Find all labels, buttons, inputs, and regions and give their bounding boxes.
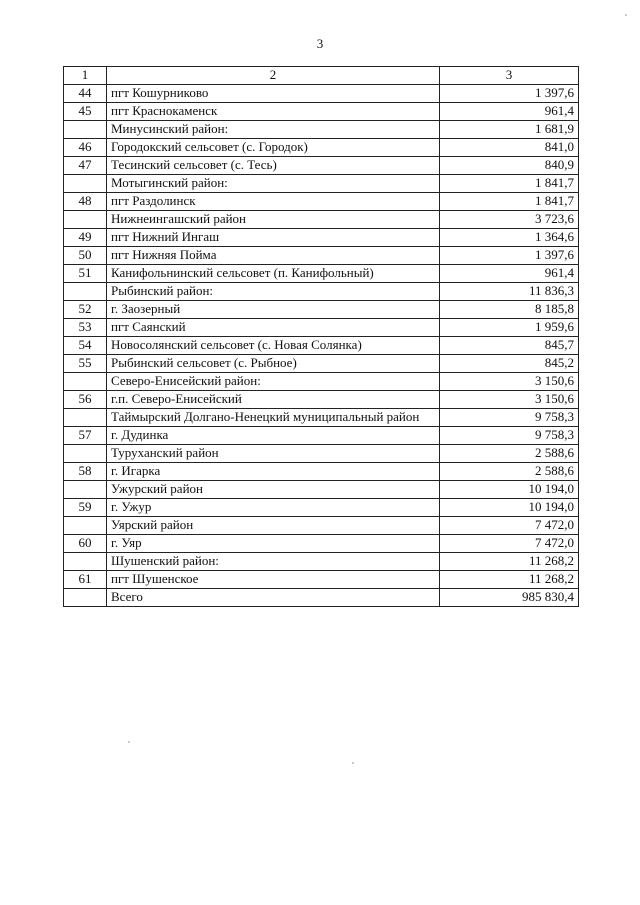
row-value-cell: 10 194,0 (440, 481, 579, 499)
row-name-cell: Уярский район (107, 517, 440, 535)
row-value-cell: 2 588,6 (440, 463, 579, 481)
row-number-cell (64, 517, 107, 535)
row-value-cell: 845,7 (440, 337, 579, 355)
table-row (64, 535, 579, 553)
allocation-table (63, 66, 579, 607)
table-row (64, 157, 579, 175)
table-row (64, 121, 579, 139)
table-row (64, 265, 579, 283)
row-value-cell: 1 841,7 (440, 193, 579, 211)
row-name-cell: пгт Нижняя Пойма (107, 247, 440, 265)
table-row (64, 373, 579, 391)
row-value-cell: 3 723,6 (440, 211, 579, 229)
row-name-cell: г. Ужур (107, 499, 440, 517)
scan-speck (625, 14, 627, 16)
page-number: 3 (316, 36, 324, 51)
row-value-cell: 9 758,3 (440, 427, 579, 445)
table-row (64, 337, 579, 355)
row-number-cell: 45 (64, 103, 107, 121)
row-name-cell: Туруханский район (107, 445, 440, 463)
row-value-cell: 1 397,6 (440, 247, 579, 265)
table-row (64, 499, 579, 517)
row-name-cell: Канифольнинский сельсовет (п. Канифольный) (107, 265, 440, 283)
scan-speck (128, 741, 130, 743)
header-col-3: 3 (440, 67, 579, 85)
row-number-cell: 60 (64, 535, 107, 553)
table-row (64, 517, 579, 535)
row-name-cell: г.п. Северо-Енисейский (107, 391, 440, 409)
row-name-cell: пгт Кошурниково (107, 85, 440, 103)
row-value-cell: 841,0 (440, 139, 579, 157)
row-value-cell: 10 194,0 (440, 499, 579, 517)
row-value-cell: 9 758,3 (440, 409, 579, 427)
row-name-cell: г. Дудинка (107, 427, 440, 445)
row-value-cell: 961,4 (440, 265, 579, 283)
row-name-cell: Шушенский район: (107, 553, 440, 571)
table-row (64, 229, 579, 247)
table-header-row (64, 67, 579, 85)
table-row (64, 301, 579, 319)
table-body (64, 67, 579, 607)
row-number-cell: 55 (64, 355, 107, 373)
row-value-cell: 845,2 (440, 355, 579, 373)
row-name-cell: Нижнеингашский район (107, 211, 440, 229)
row-number-cell: 56 (64, 391, 107, 409)
row-number-cell: 48 (64, 193, 107, 211)
scan-speck (352, 762, 354, 764)
table-row (64, 139, 579, 157)
header-col-2: 2 (107, 67, 440, 85)
table-row (64, 589, 579, 607)
row-name-cell: Таймырский Долгано-Ненецкий муниципальный район (107, 409, 440, 427)
table-row (64, 193, 579, 211)
row-value-cell: 3 150,6 (440, 391, 579, 409)
row-value-cell: 7 472,0 (440, 535, 579, 553)
table-row (64, 283, 579, 301)
row-value-cell: 11 836,3 (440, 283, 579, 301)
row-number-cell: 46 (64, 139, 107, 157)
row-name-cell: г. Игарка (107, 463, 440, 481)
row-value-cell: 2 588,6 (440, 445, 579, 463)
row-number-cell: 47 (64, 157, 107, 175)
row-value-cell: 11 268,2 (440, 571, 579, 589)
row-number-cell: 59 (64, 499, 107, 517)
row-number-cell (64, 121, 107, 139)
row-number-cell: 54 (64, 337, 107, 355)
row-value-cell: 961,4 (440, 103, 579, 121)
row-number-cell (64, 553, 107, 571)
row-number-cell (64, 175, 107, 193)
row-value-cell: 1 364,6 (440, 229, 579, 247)
row-value-cell: 1 959,6 (440, 319, 579, 337)
table-row (64, 85, 579, 103)
table-row (64, 427, 579, 445)
row-name-cell: пгт Нижний Ингаш (107, 229, 440, 247)
table-row (64, 463, 579, 481)
row-number-cell (64, 211, 107, 229)
row-name-cell: г. Уяр (107, 535, 440, 553)
table-row (64, 445, 579, 463)
row-name-cell: пгт Раздолинск (107, 193, 440, 211)
row-name-cell: Новосолянский сельсовет (с. Новая Солянка) (107, 337, 440, 355)
table-row (64, 319, 579, 337)
row-name-cell: Мотыгинский район: (107, 175, 440, 193)
row-value-cell: 1 841,7 (440, 175, 579, 193)
row-number-cell: 58 (64, 463, 107, 481)
row-value-cell: 985 830,4 (440, 589, 579, 607)
row-name-cell: пгт Шушенское (107, 571, 440, 589)
row-value-cell: 840,9 (440, 157, 579, 175)
row-number-cell (64, 409, 107, 427)
row-name-cell: Всего (107, 589, 440, 607)
row-name-cell: Городокский сельсовет (с. Городок) (107, 139, 440, 157)
row-name-cell: Рыбинский сельсовет (с. Рыбное) (107, 355, 440, 373)
table-row (64, 211, 579, 229)
row-value-cell: 11 268,2 (440, 553, 579, 571)
row-number-cell (64, 373, 107, 391)
table-row (64, 103, 579, 121)
row-number-cell: 51 (64, 265, 107, 283)
row-number-cell: 44 (64, 85, 107, 103)
table-row (64, 247, 579, 265)
table-row (64, 571, 579, 589)
row-number-cell: 50 (64, 247, 107, 265)
row-number-cell (64, 445, 107, 463)
row-name-cell: Рыбинский район: (107, 283, 440, 301)
row-number-cell (64, 589, 107, 607)
row-value-cell: 3 150,6 (440, 373, 579, 391)
row-name-cell: Ужурский район (107, 481, 440, 499)
table-row (64, 553, 579, 571)
table-row (64, 481, 579, 499)
table-row (64, 391, 579, 409)
row-number-cell: 49 (64, 229, 107, 247)
table-row (64, 355, 579, 373)
row-value-cell: 1 397,6 (440, 85, 579, 103)
row-value-cell: 7 472,0 (440, 517, 579, 535)
row-number-cell: 61 (64, 571, 107, 589)
table-row (64, 175, 579, 193)
row-name-cell: Северо-Енисейский район: (107, 373, 440, 391)
row-number-cell: 52 (64, 301, 107, 319)
row-name-cell: пгт Краснокаменск (107, 103, 440, 121)
row-number-cell (64, 283, 107, 301)
row-name-cell: г. Заозерный (107, 301, 440, 319)
header-col-1: 1 (64, 67, 107, 85)
row-value-cell: 1 681,9 (440, 121, 579, 139)
row-number-cell (64, 481, 107, 499)
row-name-cell: Минусинский район: (107, 121, 440, 139)
row-value-cell: 8 185,8 (440, 301, 579, 319)
table-row (64, 409, 579, 427)
row-number-cell: 57 (64, 427, 107, 445)
row-name-cell: Тесинский сельсовет (с. Тесь) (107, 157, 440, 175)
row-name-cell: пгт Саянский (107, 319, 440, 337)
row-number-cell: 53 (64, 319, 107, 337)
